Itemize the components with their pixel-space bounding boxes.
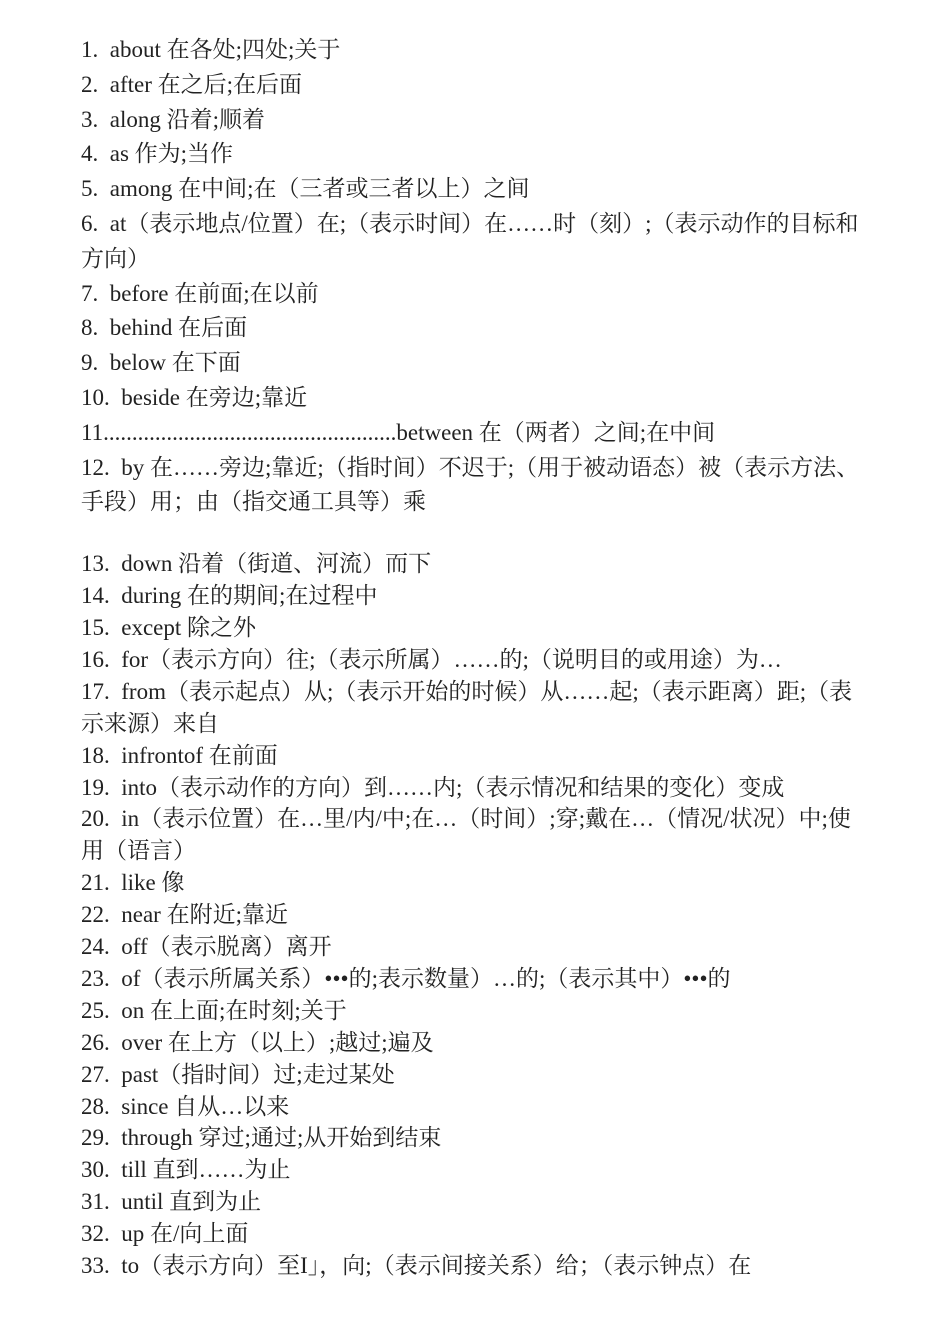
list-item: 1. about 在各处;四处;关于: [81, 37, 341, 62]
list-item: 7. before 在前面;在以前: [81, 280, 319, 306]
list-item: 29. through 穿过;通过;从开始到结束: [81, 1125, 442, 1151]
list-item: 21. like 像: [81, 870, 185, 896]
list-item: 20. in（表示位置）在…里/内/中;在…（时间）;穿;戴在…（情况/状况）中;使用（语言）: [81, 806, 851, 864]
preposition-list-part-2: [81, 548, 873, 1282]
list-item: 32. up 在/向上面: [81, 1221, 249, 1247]
list-item: 24. off（表示脱离）离开: [81, 934, 332, 960]
list-item: 5. among 在中间;在（三者或三者以上）之间: [81, 176, 530, 202]
list-item: 25. on 在上面;在时刻;关于: [81, 997, 347, 1023]
list-item: 33. to（表示方向）至I」，向;（表示间接关系）给；（表示钟点）在: [81, 1253, 752, 1279]
list-item: 28. since 自从…以来: [81, 1093, 290, 1119]
list-item: 23. of（表示所属关系）•••的;表示数量）…的;（表示其中）•••的: [81, 965, 731, 991]
list-item: 22. near 在附近;靠近: [81, 902, 288, 928]
list-item: 8. behind 在后面: [81, 315, 248, 341]
list-item: 27. past（指时间）过;走过某处: [81, 1061, 395, 1087]
list-item: 13. down 沿着（街道、河流）而下: [81, 551, 432, 577]
list-item: 10. beside 在旁边;靠近: [81, 384, 308, 410]
list-item: 2. after 在之后;在后面: [81, 71, 303, 97]
preposition-list-part-1: [81, 33, 873, 520]
list-item: 3. along 沿着;顺着: [81, 106, 265, 132]
list-item: 9. below 在下面: [81, 350, 241, 376]
document-page: [81, 33, 873, 1282]
list-item: 14. during 在的期间;在过程中: [81, 583, 378, 609]
list-item: 15. except 除之外: [81, 614, 257, 640]
list-item: 31. until 直到为止: [81, 1189, 262, 1215]
list-item: 30. till 直到……为止: [81, 1157, 291, 1183]
list-item: 6. at（表示地点/位置）在;（表示时间）在……时（刻）;（表示动作的目标和方向）: [81, 210, 859, 271]
paragraph-gap: [81, 520, 873, 548]
list-item: 4. as 作为;当作: [81, 141, 234, 167]
list-item: 12. by 在……旁边;靠近;（指时间）不迟于;（用于被动语态）被（表示方法、手段）用；由（指交通工具等）乘: [81, 454, 860, 515]
list-item: 26. over 在上方（以上）;越过;遍及: [81, 1029, 434, 1055]
list-item: 17. from（表示起点）从;（表示开始的时候）从……起;（表示距离）距;（表示来源）来自: [81, 678, 853, 736]
list-item: 18. infrontof 在前面: [81, 742, 278, 768]
list-item: 11...................................................between 在（两者）之间;在中间: [81, 419, 716, 445]
list-item: 19. into（表示动作的方向）到……内;（表示情况和结果的变化）变成: [81, 774, 785, 800]
list-item: 16. for（表示方向）往;（表示所属）……的;（说明目的或用途）为…: [81, 646, 782, 672]
